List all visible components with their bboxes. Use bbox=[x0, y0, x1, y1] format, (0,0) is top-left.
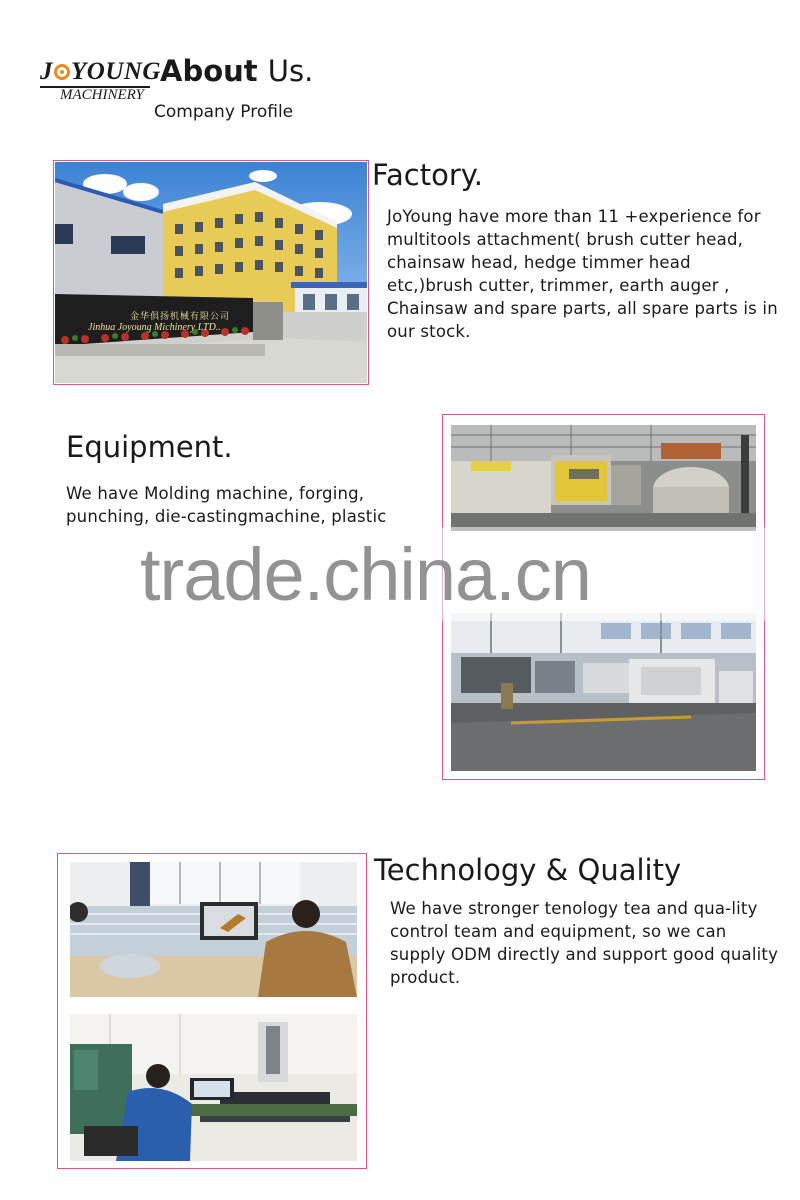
page-title bbox=[160, 54, 313, 88]
technology-photo-frame bbox=[57, 853, 367, 1169]
watermark-text: trade.china.cn bbox=[140, 533, 591, 616]
design-office-photo bbox=[70, 862, 357, 997]
logo-brand-text: J YOUNG bbox=[40, 58, 161, 85]
logo-subtext: MACHINERY bbox=[60, 87, 144, 103]
molding-machine-photo bbox=[451, 425, 756, 531]
equipment-description: We have Molding machine, forging, punching, die-castingmachine, plastic bbox=[66, 484, 387, 526]
technology-title: Technology & Quality bbox=[374, 853, 682, 887]
page-subtitle: Company Profile bbox=[154, 102, 294, 122]
page-title-light: Us. bbox=[267, 54, 314, 88]
company-logo bbox=[40, 58, 161, 86]
technology-description: We have stronger tenology tea and qua-lity control team and equipment, so we can supply ODM directly and support good quality product. bbox=[390, 899, 779, 987]
page-title-bold: About bbox=[160, 54, 258, 88]
cnc-workshop-photo bbox=[451, 613, 756, 771]
equipment-title: Equipment. bbox=[66, 430, 233, 464]
factory-sign-english: Jinhua Joyoung Michinery LTD.. bbox=[88, 322, 221, 333]
factory-description: JoYoung have more than 11 +experience for multitools attachment( brush cutter head, chainsaw head, hedge timmer head etc,)brush cutter, trimmer, earth auger , Chainsaw and spare parts, all spare parts is in our stock. bbox=[387, 207, 778, 341]
factory-sign-chinese: 金华俱扬机械有限公司 bbox=[130, 312, 231, 322]
factory-photo bbox=[55, 162, 367, 383]
factory-photo-frame bbox=[53, 160, 369, 385]
gear-icon bbox=[54, 64, 70, 80]
factory-title: Factory. bbox=[372, 158, 484, 192]
measurement-lab-photo bbox=[70, 1014, 357, 1161]
